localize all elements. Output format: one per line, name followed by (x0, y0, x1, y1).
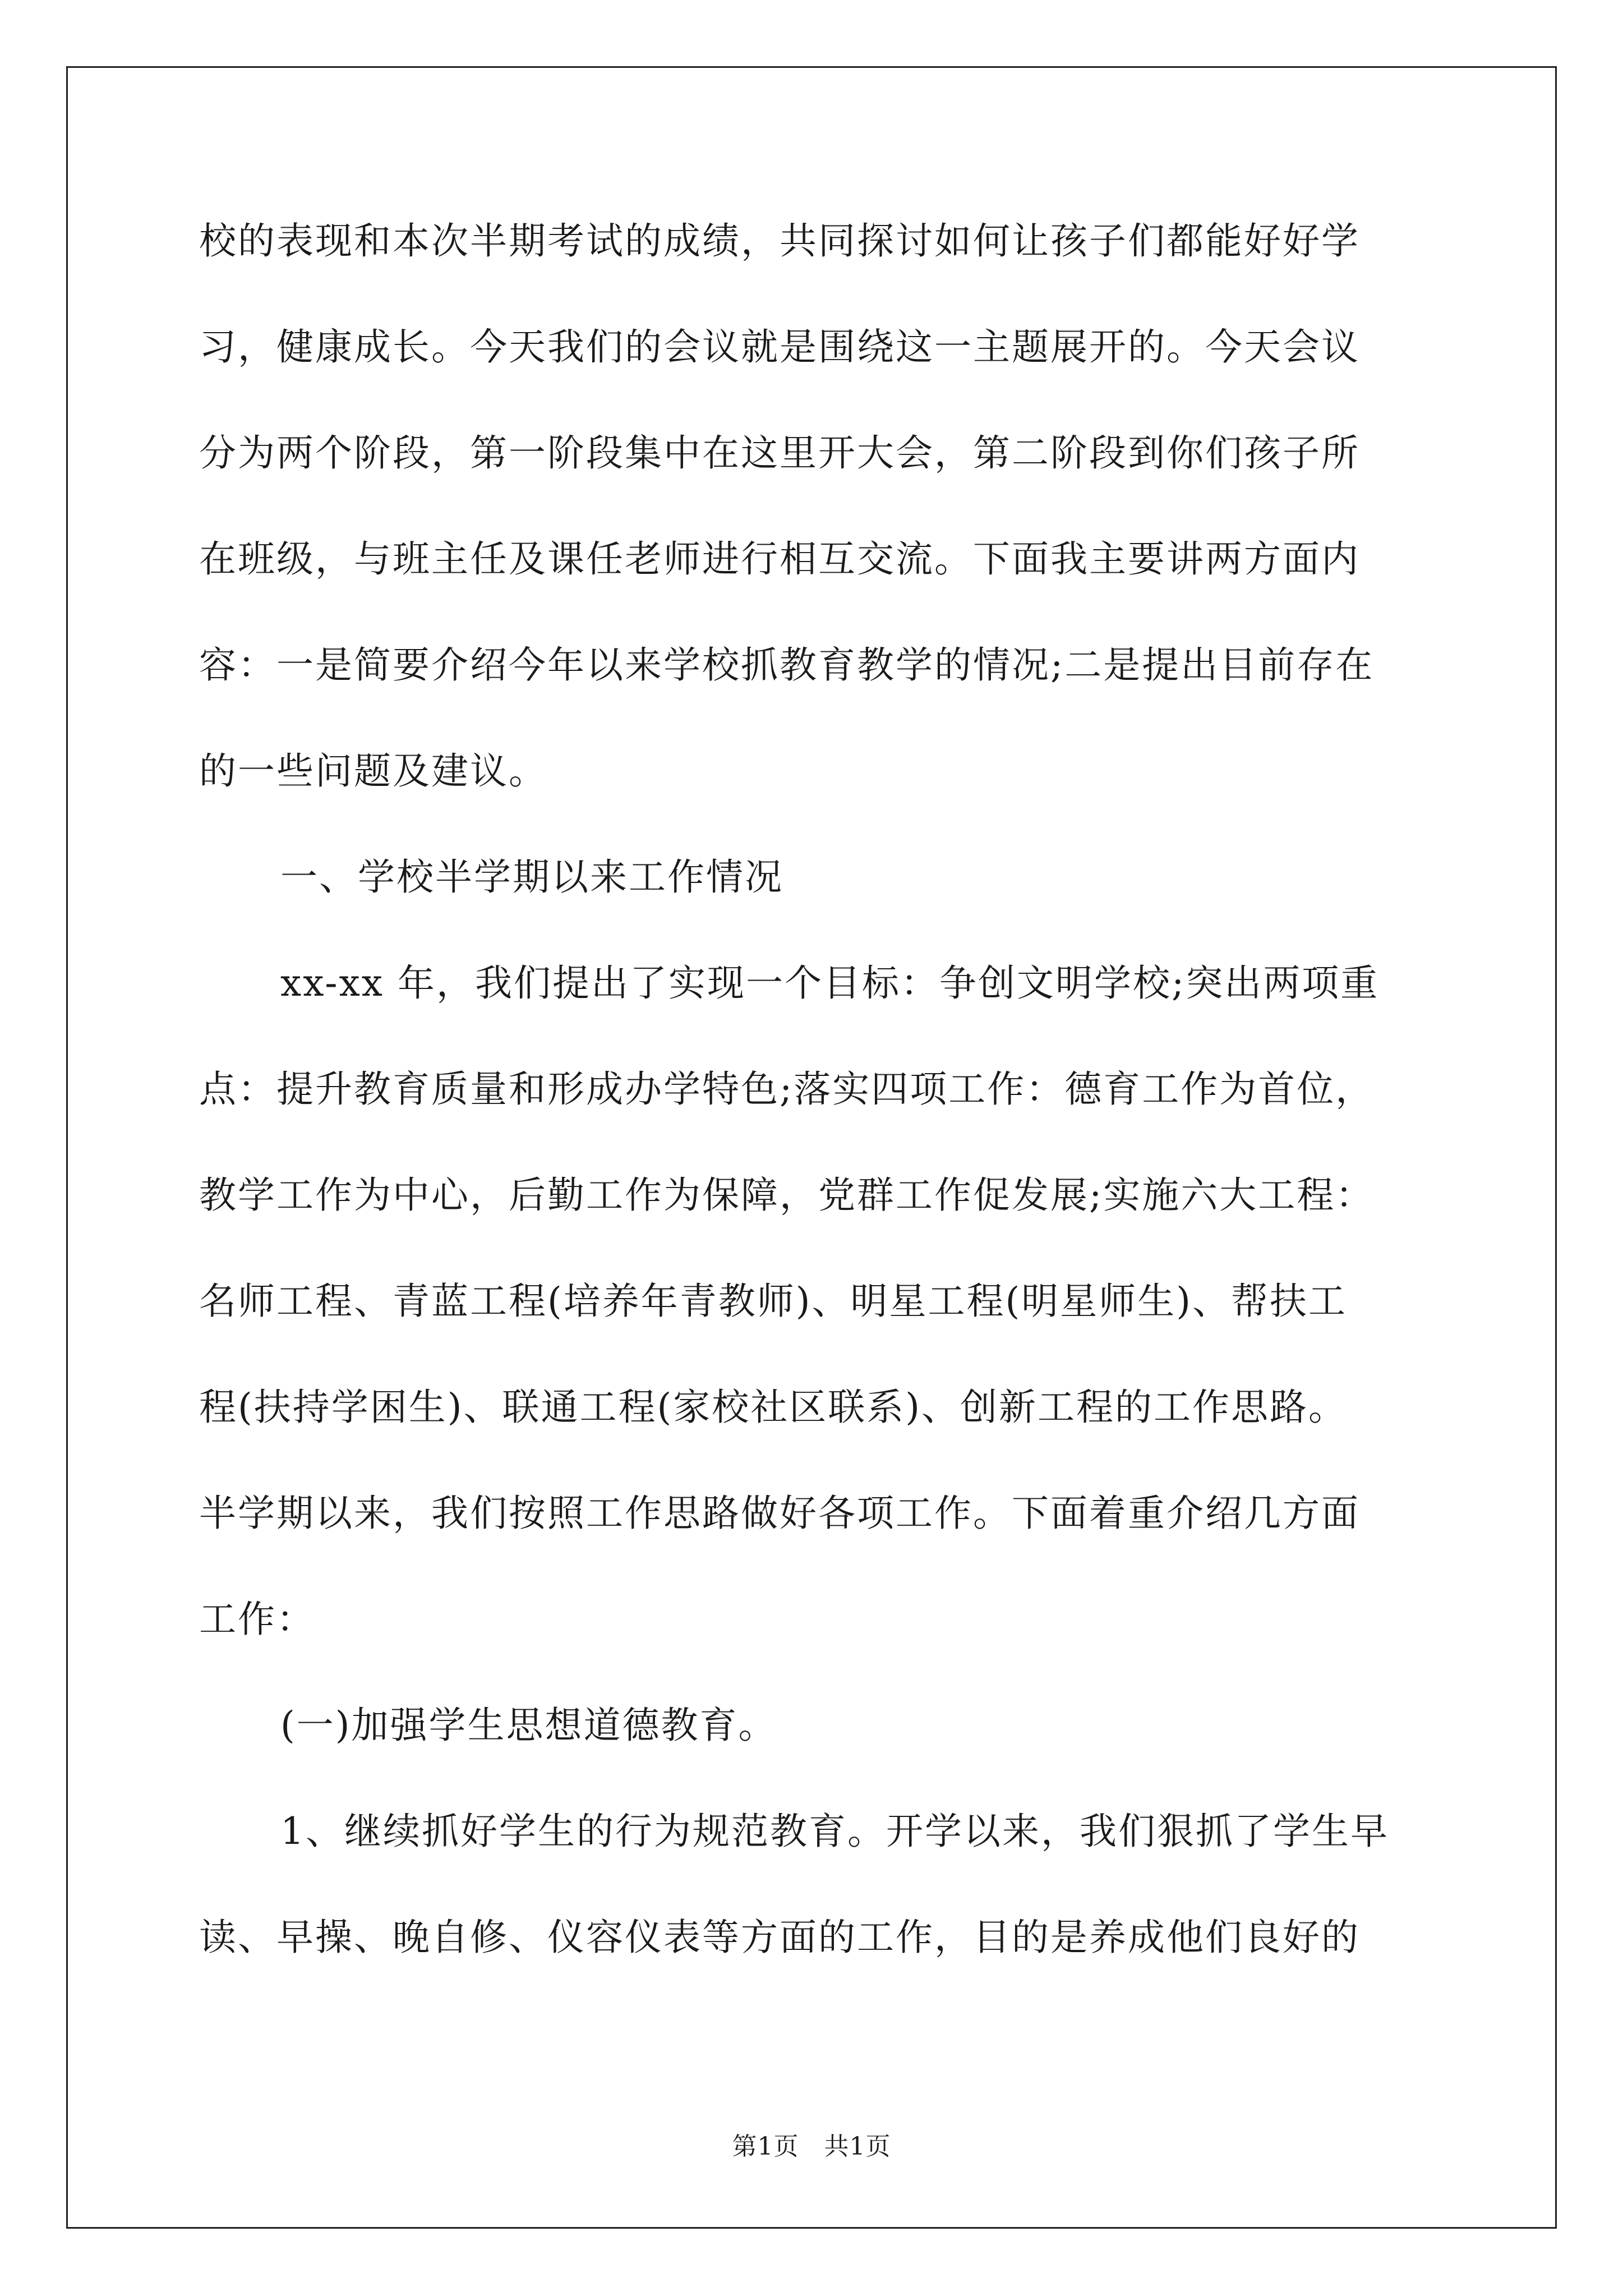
section-heading: 一、学校半学期以来工作情况 (280, 855, 783, 899)
text-line: 校的表现和本次半期考试的成绩，共同探讨如何让孩子们都能好好学 (199, 219, 1360, 263)
text-line: 名师工程、青蓝工程(培养年青教师)、明星工程(明星师生)、帮扶工 (199, 1280, 1347, 1323)
text-line: 的一些问题及建议。 (199, 749, 547, 793)
text-line: 习，健康成长。今天我们的会议就是围绕这一主题展开的。今天会议 (199, 325, 1360, 369)
text-line: 教学工作为中心，后勤工作为保障，党群工作促发展;实施六大工程： (199, 1174, 1375, 1217)
text-line: 1、继续抓好学生的行为规范教育。开学以来，我们狠抓了学生早 (280, 1810, 1389, 1853)
text-line: xx-xx 年，我们提出了实现一个目标：争创文明学校;突出两项重 (280, 961, 1380, 1005)
text-line: 容：一是简要介绍今年以来学校抓教育教学的情况;二是提出目前存在 (199, 643, 1375, 687)
text-line: 点：提升教育质量和形成办学特色;落实四项工作：德育工作为首位， (199, 1068, 1375, 1111)
page-footer: 第1页 共1页 (732, 2132, 891, 2161)
text-line: 程(扶持学困生)、联通工程(家校社区联系)、创新工程的工作思路。 (199, 1386, 1347, 1429)
document-body (199, 213, 1433, 2016)
text-line: 工作： (199, 1598, 315, 1641)
text-line: 半学期以来，我们按照工作思路做好各项工作。下面着重介绍几方面 (199, 1492, 1360, 1535)
subsection-heading: (一)加强学生思想道德教育。 (280, 1704, 777, 1747)
text-line: 读、早操、晚自修、仪容仪表等方面的工作，目的是养成他们良好的 (199, 1916, 1360, 1959)
text-line: 在班级，与班主任及课任老师进行相互交流。下面我主要讲两方面内 (199, 537, 1360, 581)
text-line: 分为两个阶段，第一阶段集中在这里开大会，第二阶段到你们孩子所 (199, 431, 1360, 475)
